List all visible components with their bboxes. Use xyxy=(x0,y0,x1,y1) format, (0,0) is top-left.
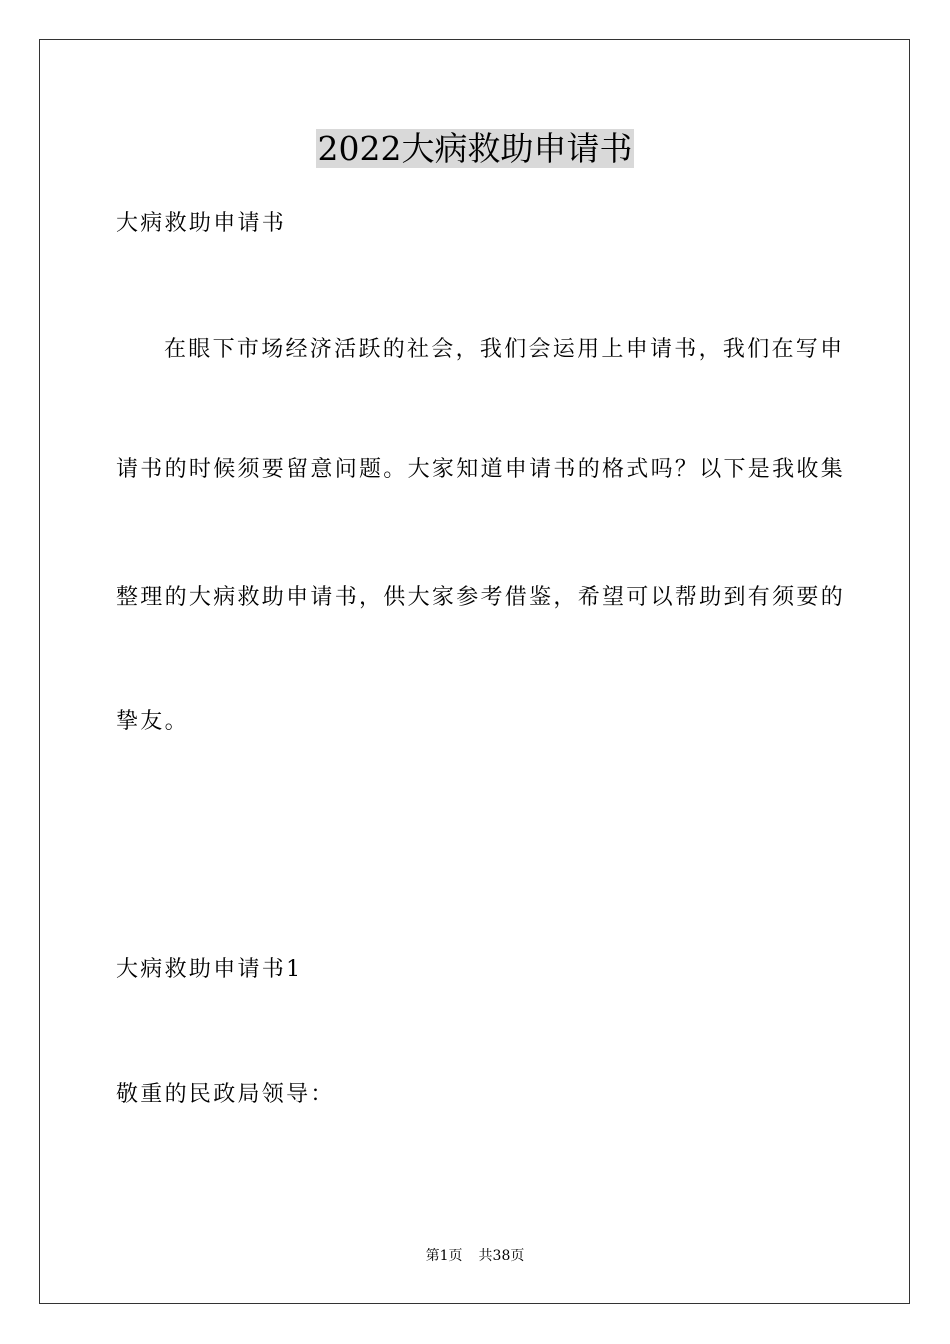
document-subtitle: 大病救助申请书 xyxy=(116,211,287,236)
document-title-text: 2022大病救助申请书 xyxy=(317,129,633,168)
paragraph-line: 挚友。 xyxy=(116,709,189,734)
section-heading: 大病救助申请书1 xyxy=(116,957,303,982)
paragraph-line: 整理的大病救助申请书，供大家参考借鉴，希望可以帮助到有须要的 xyxy=(116,585,846,610)
page-number: 第1页 xyxy=(425,1248,463,1264)
salutation: 敬重的民政局领导： xyxy=(116,1082,335,1107)
document-title xyxy=(0,126,950,172)
paragraph-line: 请书的时候须要留意问题。大家知道申请书的格式吗？以下是我收集 xyxy=(116,457,846,482)
page-footer xyxy=(0,1246,950,1266)
page-total: 共38页 xyxy=(478,1248,525,1264)
paragraph-line: 在眼下市场经济活跃的社会，我们会运用上申请书，我们在写申 xyxy=(164,337,845,362)
